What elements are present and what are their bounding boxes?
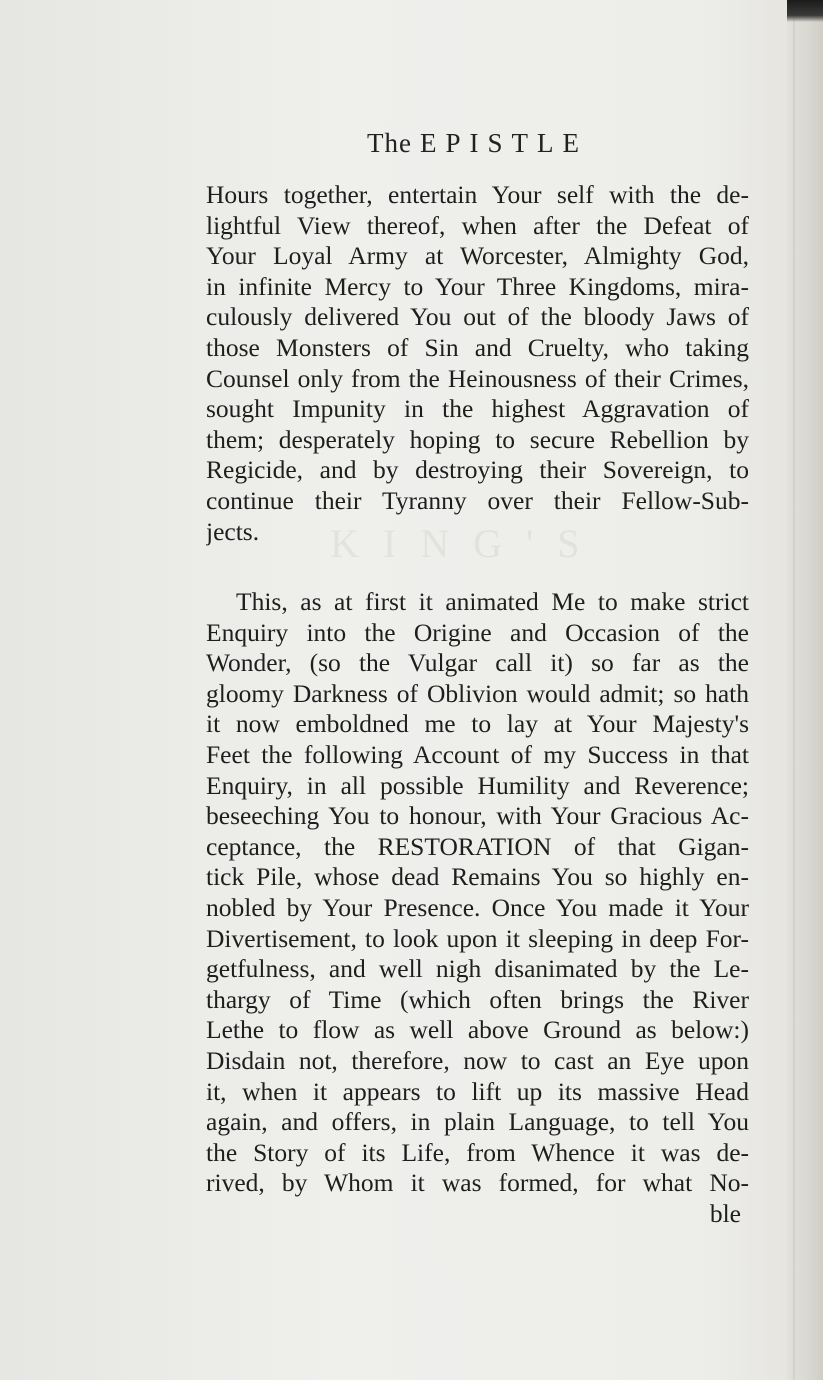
page-edge <box>787 0 823 1380</box>
catchword: ble <box>709 1198 741 1228</box>
text-line: Enquiry, in all possible Humility and Reverence; <box>206 770 749 800</box>
text-line: This, as at first it animated Me to make strict <box>236 587 749 616</box>
text-line: Enquiry into the Origine and Occasion of the <box>206 617 749 647</box>
page-edge-rim <box>793 0 796 1380</box>
text-line: those Monsters of Sin and Cruelty, who taking <box>206 332 749 362</box>
paragraph-1 <box>206 180 749 547</box>
text-line: it, when it appears to lift up its massive Head <box>206 1076 749 1106</box>
text-line: thargy of Time (which often brings the River <box>206 984 749 1014</box>
text-line: Feet the following Account of my Success in that <box>206 739 749 769</box>
running-head-epistle: EPISTLE <box>419 128 588 158</box>
text-line: again, and offers, in plain Language, to tell You <box>206 1107 749 1137</box>
text-line: them; desperately hoping to secure Rebellion by <box>206 424 749 454</box>
text-line: ceptance, the RESTORATION of that Gigan- <box>206 831 749 861</box>
text-line: gloomy Darkness of Oblivion would admit; so hath <box>206 678 749 708</box>
bleed-through-show-through: KING'S <box>330 521 604 566</box>
text-line: Wonder, (so the Vulgar call it) so far as the <box>206 648 749 678</box>
text-line: it now emboldned me to lay at Your Majesty's <box>206 709 749 739</box>
text-line: sought Impunity in the highest Aggravation of <box>206 394 749 424</box>
text-line: culously delivered You out of the bloody Jaws of <box>206 302 749 332</box>
paragraph-2 <box>206 587 749 1229</box>
text-line: jects. <box>206 516 260 546</box>
running-head <box>206 128 749 159</box>
text-line: beseeching You to honour, with Your Gracious Ac- <box>206 801 749 831</box>
text-line: continue their Tyranny over their Fellow-Sub- <box>206 485 749 515</box>
text-line: nobled by Your Presence. Once You made it Your <box>206 892 749 922</box>
text-line: Divertisement, to look upon it sleeping in deep For- <box>206 923 749 953</box>
text-line: tick Pile, whose dead Remains You so highly en- <box>206 862 749 892</box>
text-line: Hours together, entertain Your self with the de- <box>206 180 749 209</box>
running-head-the: The <box>367 128 412 158</box>
text-line: Lethe to flow as well above Ground as below:) <box>206 1015 749 1045</box>
text-line: Disdain not, therefore, now to cast an Eye upon <box>206 1045 749 1075</box>
text-line: Your Loyal Army at Worcester, Almighty God, <box>206 241 749 271</box>
text-line: Counsel only from the Heinousness of their Crimes, <box>206 363 749 393</box>
text-line: Regicide, and by destroying their Sovereign, to <box>206 455 749 485</box>
text-line: the Story of its Life, from Whence it was de- <box>206 1137 749 1167</box>
text-line: in infinite Mercy to Your Three Kingdoms, mira- <box>206 271 749 301</box>
text-line: rived, by Whom it was formed, for what No- <box>206 1168 749 1198</box>
text-line: getfulness, and well nigh disanimated by the Le- <box>206 954 749 984</box>
text-line: lightful View thereof, when after the Defeat of <box>206 210 749 240</box>
corner-shadow <box>787 0 823 22</box>
